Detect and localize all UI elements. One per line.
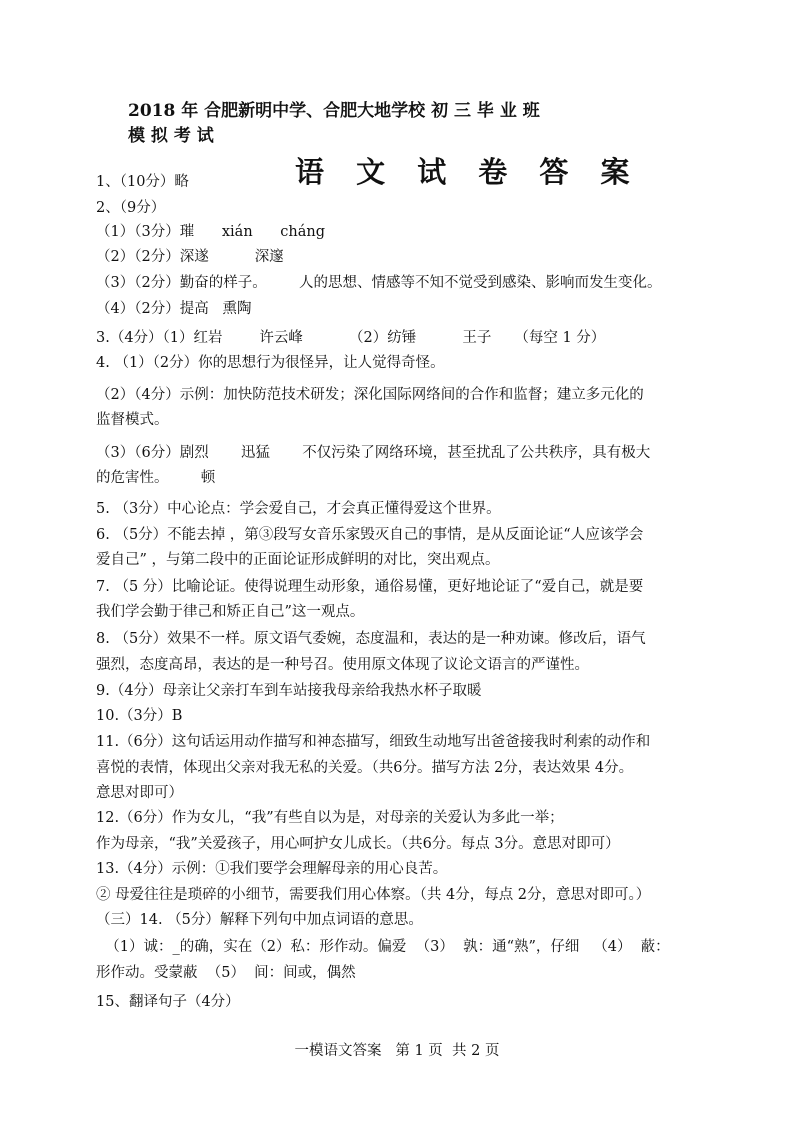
answer-line: 6. （5分）不能去掉 ，第③段写女音乐家毁灭自己的事情，是从反面论证“人应该学会	[96, 527, 644, 543]
answer-line: 作为母亲，“我”关爱孩子，用心呵护女儿成长。（共6分。每点 3分。意思对即可）	[96, 836, 620, 852]
answer-line: 7. （5 分）比喻论证。使得说理生动形象，通俗易懂，更好地论证了“爱自己，就是要	[96, 579, 644, 595]
answer-line: 的危害性。 顿	[96, 470, 216, 486]
answer-line: 形作动。受蒙蔽 （5） 间：间或，偶然	[96, 965, 356, 981]
answer-line: 4. （1）（2分）你的思想行为很怪异，让人觉得奇怪。	[96, 355, 445, 371]
answer-line: （1）（3分）璀 xián cháng	[96, 224, 326, 240]
answer-line: （3）（2分）勤奋的样子。 人的思想、情感等不知不觉受到感染、影响而发生变化。	[96, 275, 662, 291]
answer-line: 11.（6分）这句话运用动作描写和神态描写，细致生动地写出爸爸接我时利索的动作和	[96, 734, 651, 750]
header-line-2: 模 拟 考 试	[128, 126, 214, 146]
answer-line: 15、翻译句子（4分）	[96, 994, 240, 1010]
document-title: 语 文 试 卷 答 案	[295, 155, 641, 189]
page-footer: 一模语文答案 第 1 页 共 2 页	[294, 1043, 500, 1059]
answer-line: 喜悦的表情，体现出父亲对我无私的关爱。（共6分。描写方法 2分，表达效果 4分。	[96, 760, 634, 776]
answer-line: 我们学会勤于律己和矫正自己”这一观点。	[96, 604, 365, 620]
answer-line: 9.（4分）母亲让父亲打车到车站接我母亲给我热水杯子取暖	[96, 683, 482, 699]
answer-line: （三）14. （5分）解释下列句中加点词语的意思。	[96, 912, 423, 928]
header-line-1: 2018 年 合肥新明中学、合肥大地学校 初 三 毕 业 班	[128, 101, 540, 121]
answer-line: （1）诚：_的确，实在（2）私：形作动。偏爱 （3） 孰：通“熟”，仔细 （4） 蔽：	[96, 939, 670, 955]
answer-line: 5. （3分）中心论点：学会爱自己，才会真正懂得爱这个世界。	[96, 501, 501, 517]
answer-line: ② 母爱往往是琐碎的小细节，需要我们用心体察。（共 4分，每点 2分，意思对即可。）	[96, 887, 651, 903]
answer-line: 爱自己” ，与第二段中的正面论证形成鲜明的对比，突出观点。	[96, 552, 500, 568]
answer-line: 1、（10分）略	[96, 174, 189, 190]
answer-line: 13.（4分）示例：①我们要学会理解母亲的用心良苦。	[96, 861, 448, 877]
answer-line: 12.（6分）作为女儿，“我”有些自以为是，对母亲的关爱认为多此一举；	[96, 810, 564, 826]
answer-line: 2、（9分）	[96, 200, 166, 216]
answer-line: 监督模式。	[96, 412, 169, 428]
answer-line: （2）（2分）深遂 深邃	[96, 249, 284, 265]
answer-line: （4）（2分）提高 熏陶	[96, 301, 252, 317]
answer-line: 强烈，态度高昂，表达的是一种号召。使用原文体现了议论文语言的严谨性。	[96, 657, 589, 673]
answer-line: 3.（4分）（1）红岩 许云峰 （2）纺锤 王子 （每空 1 分）	[96, 330, 606, 346]
answer-line: 意思对即可）	[96, 785, 183, 801]
answer-line: 10.（3分）B	[96, 708, 183, 724]
answer-line: （3）（6分）剧烈 迅猛 不仅污染了网络环境，甚至扰乱了公共秩序，具有极大	[96, 445, 651, 461]
answer-line: （2）（4分）示例：加快防范技术研发；深化国际网络间的合作和监督；建立多元化的	[96, 387, 644, 403]
answer-line: 8. （5分）效果不一样。原文语气委婉，态度温和，表达的是一种劝谏。修改后，语气	[96, 631, 646, 647]
